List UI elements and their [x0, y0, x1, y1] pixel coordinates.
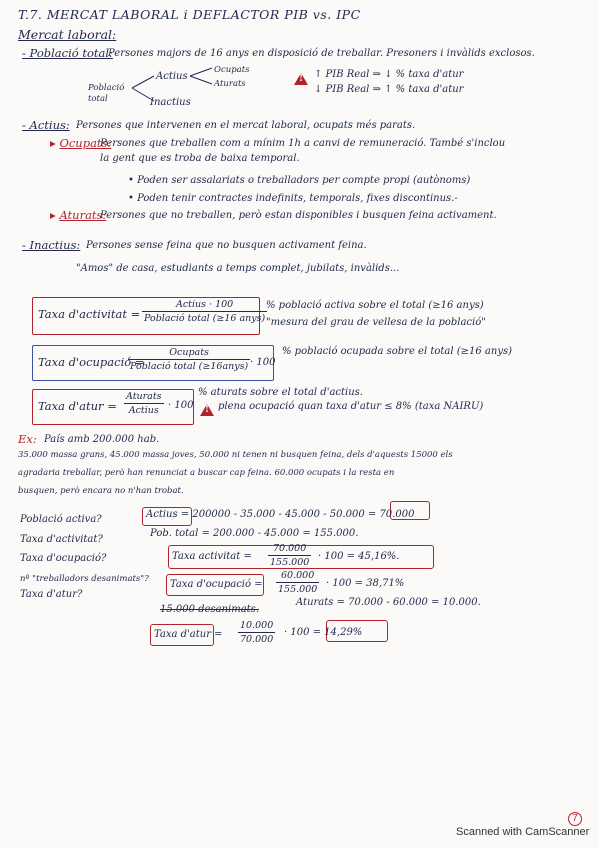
pib-up-note: ↑ PIB Real ⇒ ↓ % taxa d'atur: [314, 69, 464, 80]
formula-atur-note-1: % aturats sobre el total d'actius.: [198, 387, 363, 398]
pib-down-note: ↓ PIB Real ⇒ ↑ % taxa d'atur: [314, 84, 464, 95]
answer-ocupacio-result: · 100 = 38,71%: [326, 578, 405, 589]
formula-atur-fraction: [124, 391, 164, 416]
scanner-watermark: Scanned with CamScanner: [456, 826, 590, 838]
example-line-4: busquen, però encara no n'han trobat.: [18, 486, 184, 496]
formula-ocupacio-num: Ocupats: [169, 347, 209, 358]
formula-ocupacio-fraction: [128, 347, 250, 372]
inactius-label: - Inactius:: [22, 238, 81, 252]
answer-desanimats: 15.000 desanimats.: [160, 604, 259, 615]
formula-atur-note-2: plena ocupació quan taxa d'atur ≤ 8% (taxa NAIRU): [218, 401, 484, 412]
warning-icon: [294, 73, 308, 85]
answer-ocupacio-name: Taxa d'ocupació =: [170, 579, 263, 590]
formula-activitat-note-2: "mesura del grau de vellesa de la població": [266, 317, 486, 328]
question-taxa-activitat: Taxa d'activitat?: [20, 534, 103, 545]
example-line-1: País amb 200.000 hab.: [44, 434, 160, 445]
ocupats-point-2: • Poden tenir contractes indefinits, temporals, fixes discontinus.-: [128, 193, 458, 204]
formula-ocupacio-note: % població ocupada sobre el total (≥16 anys): [282, 346, 513, 357]
answer-atur-den: 70.000: [240, 634, 274, 645]
question-poblacio-activa: Població activa?: [20, 514, 102, 525]
formula-atur-name: Taxa d'atur =: [38, 399, 117, 413]
formula-atur-den: Actius: [128, 405, 159, 416]
inactius-text: Persones sense feina que no busquen activament feina.: [86, 240, 367, 251]
ocupats-point-1: • Poden ser assalariats o treballadors per compte propi (autònoms): [128, 175, 471, 186]
page-title: T.7. MERCAT LABORAL i DEFLACTOR PIB vs. IPC: [18, 7, 361, 22]
formula-activitat-name: Taxa d'activitat =: [38, 307, 141, 321]
diagram-ocupats: Ocupats: [214, 65, 250, 75]
ocupats-label: ▸ Ocupats:: [50, 136, 112, 150]
section-heading: Mercat laboral:: [18, 27, 117, 42]
warning-icon: [200, 404, 214, 416]
answer-activitat-fraction: [268, 543, 311, 568]
answer-ocupacio-fraction: [276, 570, 319, 595]
actius-label: - Actius:: [22, 118, 70, 132]
inactius-examples: "Amos" de casa, estudiants a temps complet, jubilats, invàlids...: [76, 263, 400, 274]
formula-activitat-note-1: % població activa sobre el total (≥16 anys): [266, 300, 484, 311]
diagram-aturats: Aturats: [214, 79, 246, 89]
poblacio-total-text: Persones majors de 16 anys en disposició de treballar. Presoners i invàlids exclosos.: [108, 48, 535, 59]
formula-atur-num: Aturats: [126, 391, 162, 402]
answer-activitat-result: · 100 = 45,16%.: [318, 551, 400, 562]
answer-atur-name: Taxa d'atur =: [154, 629, 223, 640]
answer-activitat-num: 70.000: [273, 543, 307, 554]
question-taxa-atur: Taxa d'atur?: [20, 589, 83, 600]
formula-ocupacio-name: Taxa d'ocupació =: [38, 355, 145, 369]
answer-actius: Actius = 200000 - 35.000 - 45.000 - 50.000 = 70.000: [146, 509, 415, 520]
formula-activitat-fraction: [142, 299, 267, 324]
answer-atur-num: 10.000: [240, 620, 274, 631]
diagram-root: Població total: [88, 83, 125, 104]
answer-activitat-den: 155.000: [270, 557, 310, 568]
answer-aturats: Aturats = 70.000 - 60.000 = 10.000.: [296, 597, 481, 608]
answer-atur-result: · 100 = 14,29%: [284, 627, 363, 638]
formula-ocupacio-den: Població total (≥16anys): [130, 361, 249, 372]
aturats-text: Persones que no treballen, però estan disponibles i busquen feina activament.: [100, 210, 497, 221]
answer-ocupacio-den: 155.000: [278, 584, 318, 595]
ocupats-text-2: la gent que es troba de baixa temporal.: [100, 153, 300, 164]
question-desanimats: nº "treballadors desanimats"?: [20, 574, 149, 584]
actius-text: Persones que intervenen en el mercat laboral, ocupats més parats.: [76, 120, 416, 131]
example-line-3: agradaria treballar, però han renunciat a buscar cap feina. 60.000 ocupats i la resta en: [18, 468, 395, 478]
question-taxa-ocupacio: Taxa d'ocupació?: [20, 553, 107, 564]
poblacio-total-label: - Població total:: [22, 46, 113, 60]
page-number: 7: [568, 812, 582, 826]
example-line-2: 35.000 massa grans, 45.000 massa joves, 50.000 ni tenen ni busquen feina, dels d'aquests 15000 els: [18, 450, 453, 460]
example-label: Ex:: [18, 432, 37, 446]
answer-activitat-name: Taxa activitat =: [172, 551, 252, 562]
aturats-label: ▸ Aturats:: [50, 208, 107, 222]
diagram-actius: Actius: [156, 71, 188, 82]
answer-pob-total: Pob. total = 200.000 - 45.000 = 155.000.: [150, 528, 359, 539]
formula-activitat-num: Actius · 100: [175, 299, 234, 310]
answer-atur-fraction: [238, 620, 275, 645]
formula-ocupacio-mult: · 100: [250, 357, 276, 368]
answer-ocupacio-num: 60.000: [281, 570, 315, 581]
ocupats-text-1: Persones que treballen com a mínim 1h a canvi de remuneració. També s'inclou: [100, 138, 506, 149]
diagram-inactius: Inactius: [150, 97, 191, 108]
formula-activitat-den: Població total (≥16 anys): [144, 313, 266, 324]
formula-atur-mult: · 100: [168, 400, 194, 411]
